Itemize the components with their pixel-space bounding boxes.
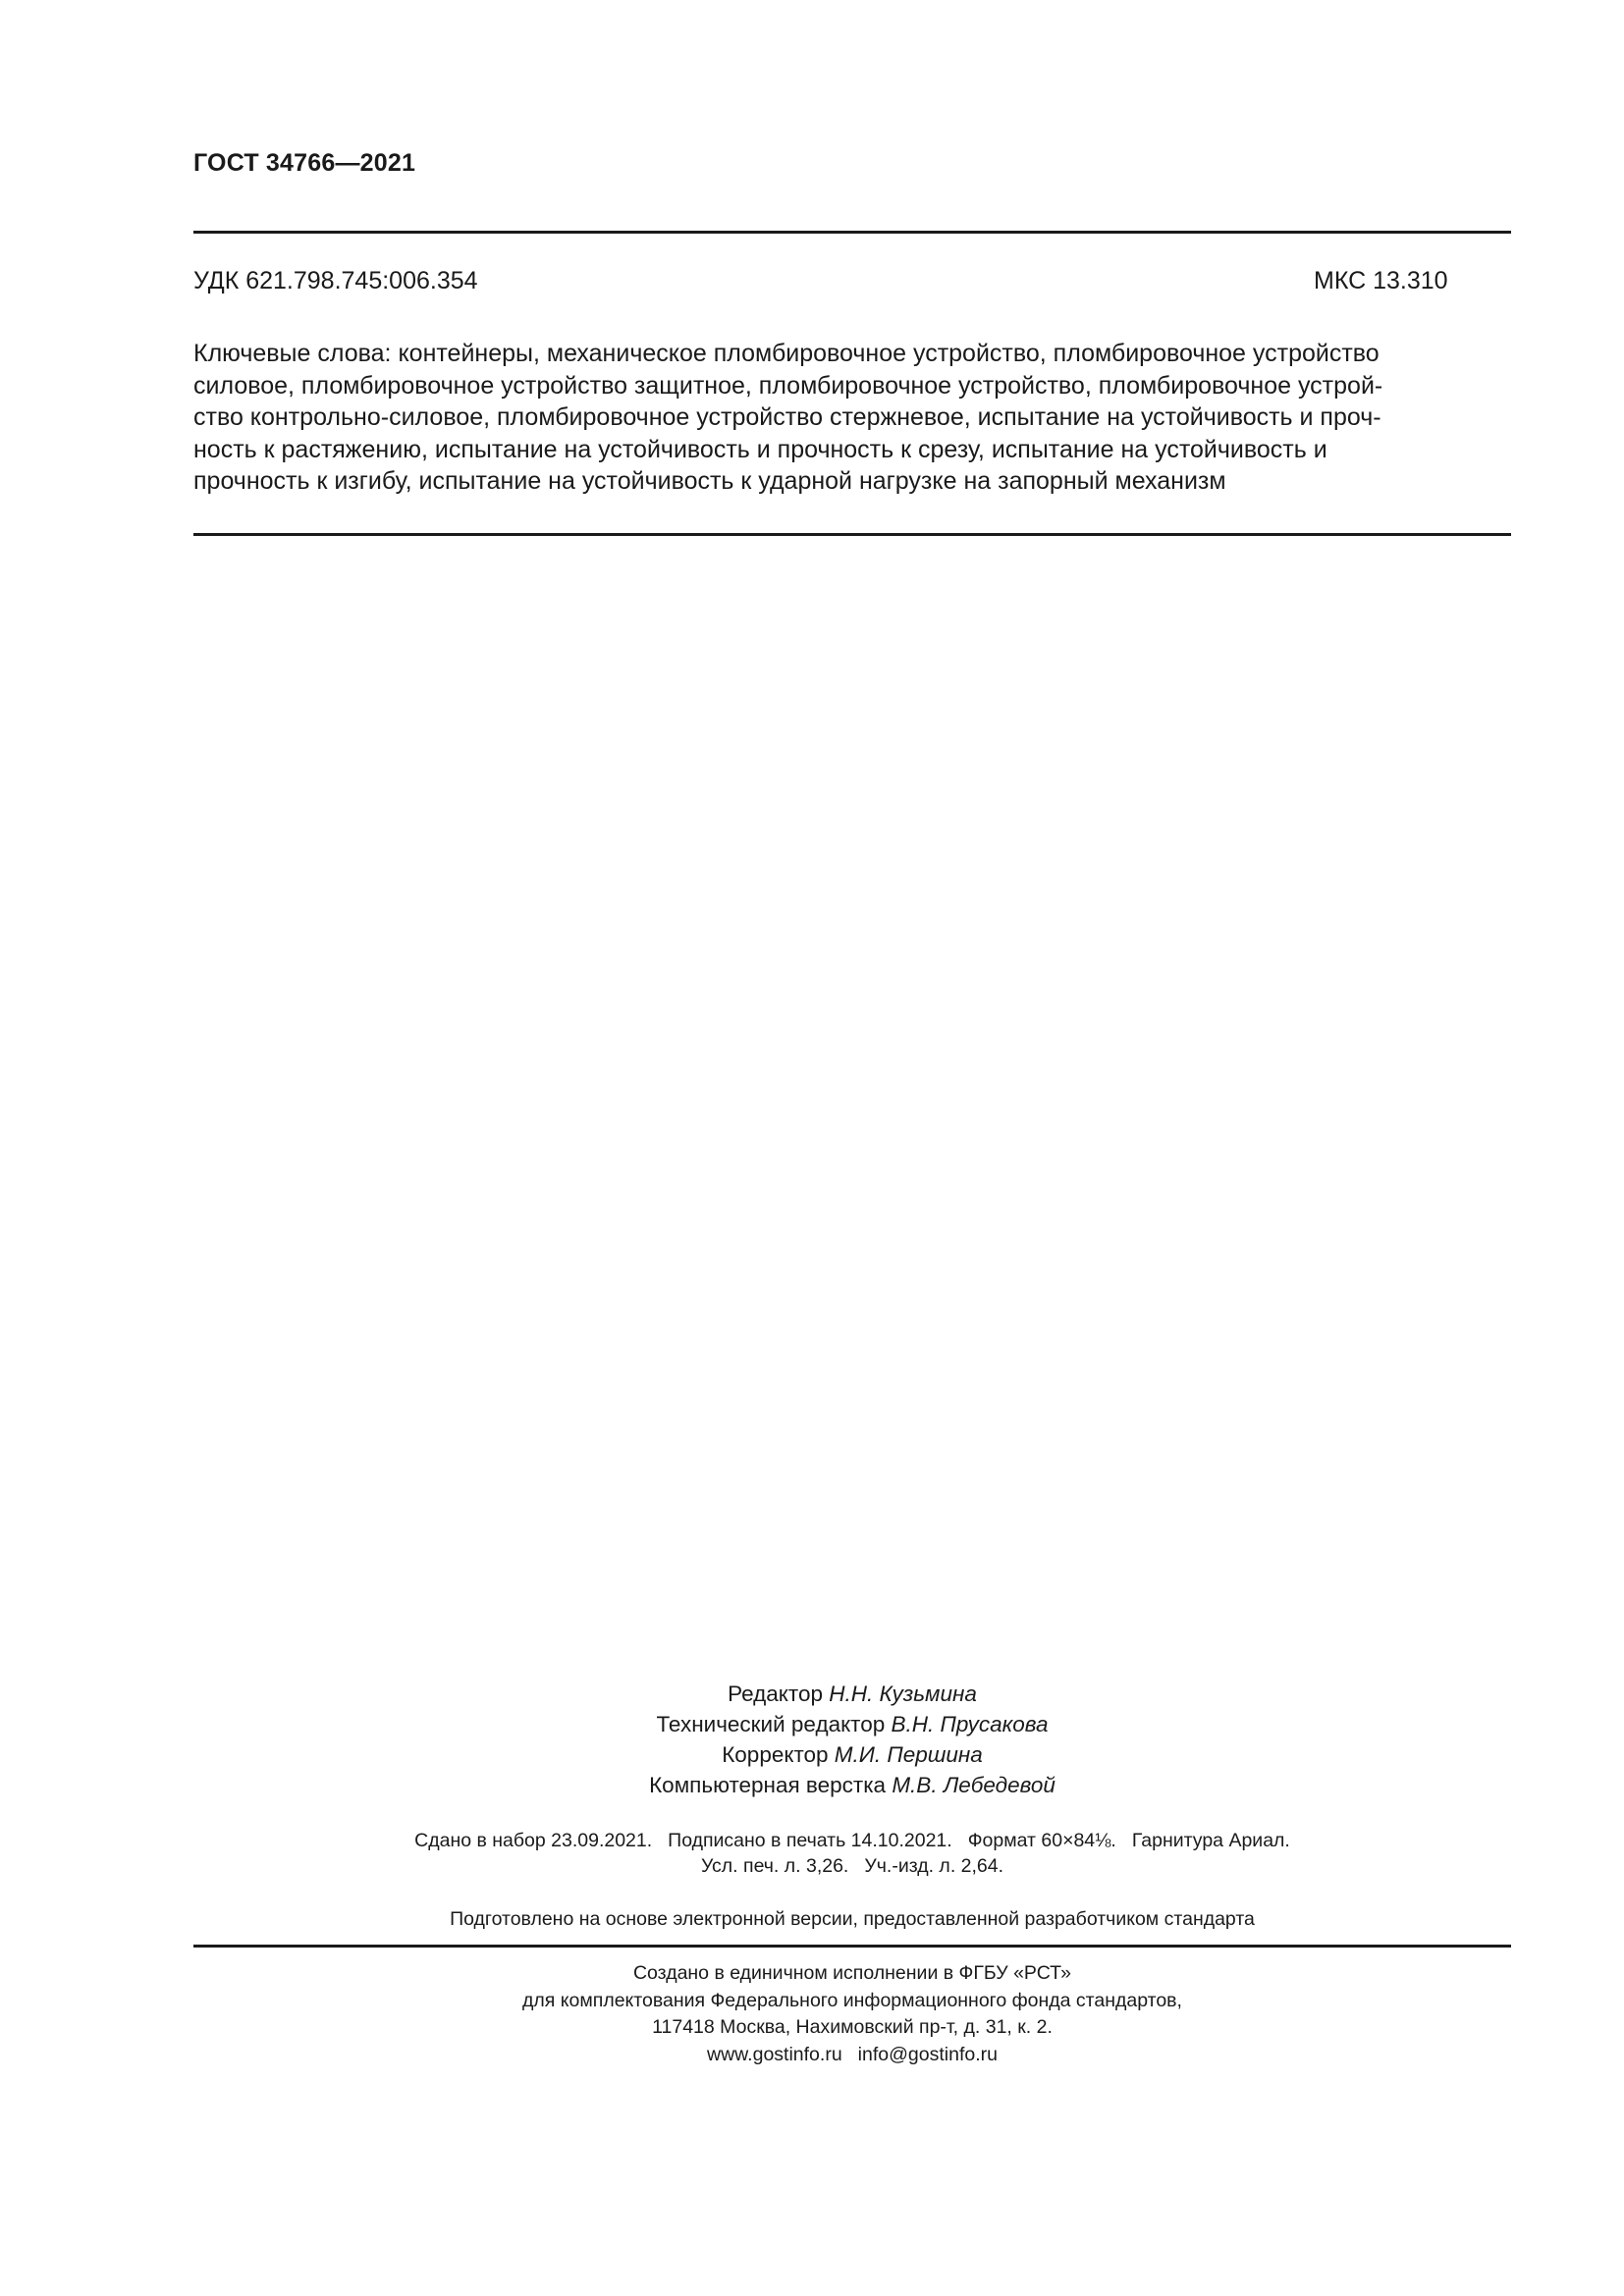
credit-layout [0, 1770, 1624, 1800]
publisher-line-1: Создано в единичном исполнении в ФГБУ «РСТ» [632, 1962, 1072, 1984]
keywords-paragraph [193, 338, 1511, 498]
prepared-note: Подготовлено на основе электронной версии, предоставленной разработчиком стандарта [450, 1908, 1255, 1930]
credit-name: М.И. Першина [834, 1742, 983, 1767]
udk-code: УДК 621.798.745:006.354 [193, 267, 478, 294]
keywords-line: ность к растяжению, испытание на устойчивость и прочность к срезу, испытание на устойчивость и [193, 435, 1327, 463]
mks-code: МКС 13.310 [1314, 267, 1448, 294]
imprint-print-sheets: Усл. печ. л. 3,26. [700, 1855, 849, 1877]
credit-name: Н.Н. Кузьмина [829, 1682, 977, 1706]
website-link[interactable]: www.gostinfo.ru [707, 2043, 842, 2065]
email-link[interactable]: info@gostinfo.ru [857, 2043, 998, 2065]
keywords-line: силовое, пломбировочное устройство защитное, пломбировочное устройство, пломбировочное устрой- [193, 371, 1383, 400]
imprint-line-1 [0, 1828, 1624, 1853]
imprint-signed: Подписано в печать 14.10.2021. [668, 1830, 952, 1851]
imprint-line-2 [0, 1853, 1624, 1879]
credit-name: М.В. Лебедевой [892, 1773, 1056, 1797]
publisher-line-2: для комплектования Федерального информационного фонда стандартов, [522, 1989, 1182, 2011]
imprint-format: Формат 60×84⅛. [967, 1830, 1116, 1851]
credit-proofreader [0, 1739, 1624, 1770]
document-id: ГОСТ 34766—2021 [193, 149, 416, 177]
credits-block [0, 1679, 1624, 1800]
credit-editor [0, 1679, 1624, 1709]
credit-role: Редактор [728, 1682, 823, 1706]
publisher-contacts [0, 2042, 1624, 2069]
keywords-line: прочность к изгибу, испытание на устойчивость к ударной нагрузке на запорный механизм [193, 467, 1226, 495]
divider-middle [193, 533, 1511, 536]
keywords-line: Ключевые слова: контейнеры, механическое пломбировочное устройство, пломбировочное устройство [193, 340, 1380, 367]
publisher-address: 117418 Москва, Нахимовский пр-т, д. 31, к. 2. [652, 2016, 1053, 2038]
divider-bottom [193, 1945, 1511, 1948]
credit-role: Технический редактор [656, 1712, 886, 1736]
credit-role: Корректор [722, 1742, 829, 1767]
imprint-block [0, 1828, 1624, 1879]
credit-role: Компьютерная верстка [649, 1773, 887, 1797]
credit-tech-editor [0, 1709, 1624, 1739]
imprint-submitted: Сдано в набор 23.09.2021. [414, 1830, 653, 1851]
publisher-block [0, 1960, 1624, 2068]
credit-name: В.Н. Прусакова [891, 1712, 1049, 1736]
imprint-typeface: Гарнитура Ариал. [1131, 1830, 1290, 1851]
divider-top [193, 231, 1511, 234]
keywords-line: ство контрольно-силовое, пломбировочное устройство стержневое, испытание на устойчивость и проч- [193, 403, 1381, 431]
imprint-publisher-sheets: Уч.-изд. л. 2,64. [864, 1855, 1004, 1877]
